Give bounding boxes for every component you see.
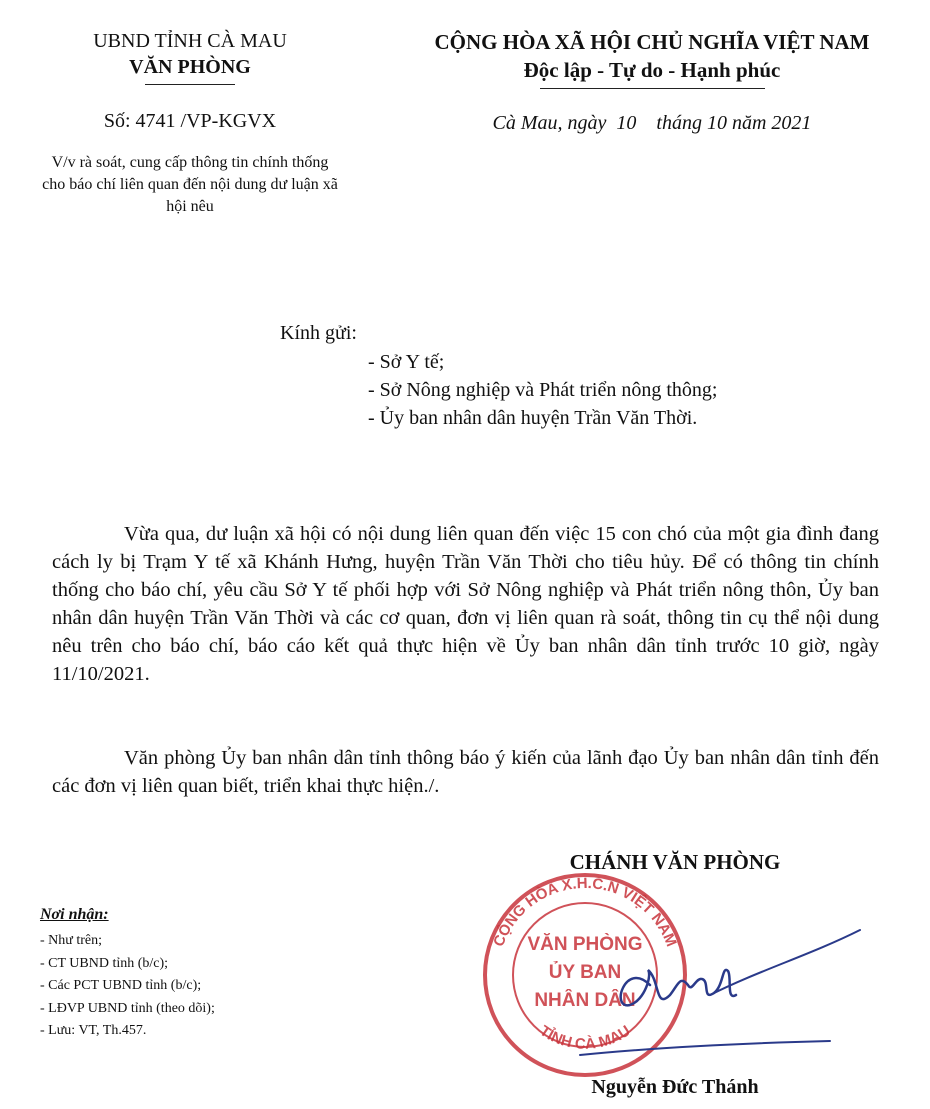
cc-item: - Các PCT UBND tỉnh (b/c);	[40, 978, 202, 993]
body-paragraph: Văn phòng Ủy ban nhân dân tỉnh thông báo ý kiến của lãnh đạo Ủy ban nhân dân tỉnh đến các đơn vị liên quan biết, triển khai thực hiện./.	[52, 747, 879, 797]
addressee-item: - Ủy ban nhân dân huyện Trần Văn Thời.	[368, 407, 698, 429]
addressee-list	[368, 348, 717, 432]
cc-item: - Như trên;	[40, 933, 103, 948]
cc-item: - LĐVP UBND tỉnh (theo dõi);	[40, 1000, 215, 1016]
parent-organization: UBND TỈNH CÀ MAU	[93, 30, 287, 52]
stamp-line: NHÂN DÂN	[534, 990, 636, 1011]
signer-title: CHÁNH VĂN PHÒNG	[569, 850, 781, 874]
document-number: Số: 4741 /VP-KGVX	[103, 110, 277, 132]
cc-item: - Lưu: VT, Th.457.	[40, 1023, 147, 1038]
document-subject: V/v rà soát, cung cấp thông tin chính thống cho báo chí liên quan đến nội dung dư luận xã hội nêu	[42, 154, 338, 215]
issue-date: Cà Mau, ngày 10 tháng 10 năm 2021	[492, 112, 812, 134]
stamp-line: ỦY BAN	[548, 962, 622, 983]
national-title: CỘNG HÒA XÃ HỘI CHỦ NGHĨA VIỆT NAM	[434, 30, 870, 54]
signer-name: Nguyễn Đức Thánh	[591, 1076, 759, 1098]
addressee-item: - Sở Y tế;	[368, 351, 445, 373]
motto-underline	[540, 88, 765, 89]
issuing-organization: VĂN PHÒNG	[129, 56, 251, 78]
organization-underline	[145, 84, 235, 85]
cc-title: Nơi nhận:	[40, 906, 109, 923]
handwritten-signature-icon	[570, 915, 870, 1065]
greeting: Kính gửi:	[280, 322, 357, 344]
body-paragraph: Vừa qua, dư luận xã hội có nội dung liên quan đến việc 15 con chó của một gia đình đang cách ly bị Trạm Y tế xã Khánh Hưng, huyện Trần Văn Thời cho tiêu hủy. Để có thông tin chính thống cho báo chí, yêu cầu Sở Y tế phối hợp với Sở Nông nghiệp và Phát triển nông thôn, Ủy ban nhân dân huyện Trần Văn Thời và các cơ quan, đơn vị liên quan rà soát, thông tin cụ thể nội dung nêu trên cho báo chí, báo cáo kết quả thực hiện về Ủy ban nhân dân tỉnh trước 10 giờ, ngày 11/10/2021.	[52, 523, 879, 685]
cc-item: - CT UBND tỉnh (b/c);	[40, 955, 169, 971]
stamp-line: VĂN PHÒNG	[527, 934, 643, 955]
cc-list	[40, 930, 215, 1043]
addressee-item: - Sở Nông nghiệp và Phát triển nông thông;	[368, 379, 718, 401]
stamp-ring-text: CỘNG HÒA X.H.C.N VIỆT NAM	[490, 874, 680, 950]
national-motto: Độc lập - Tự do - Hạnh phúc	[523, 58, 781, 82]
stamp-bottom-text: TỈNH CÀ MAU	[536, 1022, 634, 1053]
